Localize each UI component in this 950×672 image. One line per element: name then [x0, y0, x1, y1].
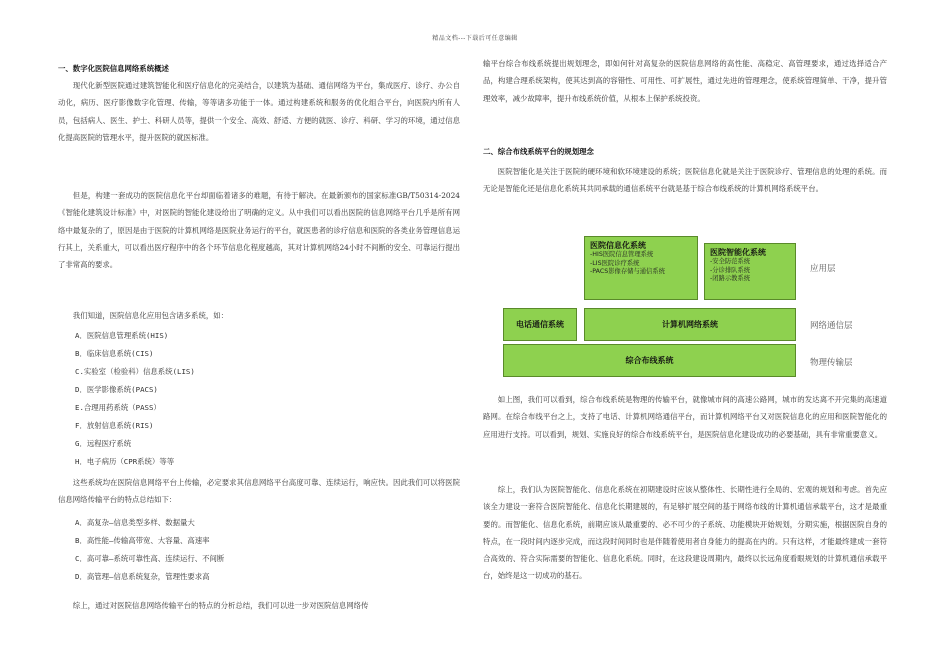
right-paragraph-1: 输平台综合布线系统提出规划理念，即如何针对高复杂的医院信息网络的高性能、高稳定、高管理要求，通过选择适合产品，构建合理系统架构，使其达到高的容错性、可用性、可扩展性，通过先进的管理理念，使系统管理简单、干净，提升管理效率，减少故障率，提升布线系统价值，从根本上保护系统投资。 [483, 59, 887, 103]
network-system-label: 计算机网络系统 [662, 320, 718, 329]
section-1-title: 一、数字化医院信息网络系统概述 [58, 64, 169, 73]
layer-label-network: 网络通信层 [810, 321, 853, 331]
system-item: B．临床信息系统(CIS) [75, 349, 154, 358]
layer-label-application: 应用层 [810, 264, 836, 274]
his-system-item: -LIS医院诊疗系统 [590, 259, 640, 267]
his-system-title: 医院信息化系统 [590, 241, 646, 250]
system-item: A．医院信息管理系统(HIS) [75, 331, 169, 340]
right-paragraph-3: 如上图，我们可以看到，综合布线系统是物理的传输平台，就像城市间的高速公路网，城市的发达离不开完集的高速道路网。在综合布线平台之上，支持了电话、计算机网络通信平台，而计算机网络平台又对医院信息化的应用和医院智能化的应用进行支持。可以看到，规划、实施良好的综合布线系统平台，是医院信息化建设成功的必要基础，具有非常重要意义。 [483, 395, 887, 439]
smart-system-item: -分诊排队系统 [710, 266, 751, 274]
smart-system-item: -闭路示教系统 [710, 275, 751, 283]
left-paragraph-5: 综上，通过对医院信息网络传输平台的特点的分析总结，我们可以进一步对医院信息网络传 [72, 601, 369, 610]
his-system-item: -PACS影像存储与通信系统 [590, 268, 665, 276]
his-system-item: -HIS医院信息管理系统 [590, 251, 654, 258]
system-item: F．放射信息系统(RIS) [75, 421, 154, 430]
architecture-diagram [500, 230, 880, 380]
phone-system-box [503, 308, 577, 341]
system-item: D．医学影像系统(PACS) [75, 385, 158, 394]
system-item: H．电子病历（CPR系统）等等 [75, 457, 175, 466]
system-item: E.合理用药系统（PASS） [75, 403, 161, 412]
feature-item: B．高性能—传输高带宽、大容量、高速率 [75, 536, 210, 545]
layer-label-physical: 物理传输层 [810, 358, 853, 368]
feature-item: C．高可靠—系统可靠性高、连续运行、不间断 [75, 554, 225, 563]
left-paragraph-1: 现代化新型医院通过建筑智能化和医疗信息化的完美结合，以建筑为基础、通信网络为平台，集成医疗、诊疗、办公自动化，病历、医疗影像数字化管理、传输，等等诸多功能于一体。通过构建系统和服务的优化组合平台，向医院内所有人员，包括病人、医生、护士、科研人员等，提供一个安全、高效、舒适、方便的就医、诊疗、科研、学习的环境，通过信息化提高医院的管理水平，提升医院的就医标准。 [58, 81, 460, 142]
smart-system-title: 医院智能化系统 [710, 248, 766, 257]
right-paragraph-2: 医院智能化是关注于医院的硬环境和软环境建设的系统；医院信息化就是关注于医院诊疗、管理信息的处理的系统。而无论是智能化还是信息化系统其共同承载的通信系统平台就是基于综合布线系统的计算机网络系统平台。 [483, 167, 887, 194]
cabling-system-box [503, 344, 796, 377]
left-paragraph-2: 但是，构建一套成功的医院信息化平台却面临着诸多的难题，有待于解决。在最新颁布的国家标准GB/T50314-2024《智能化建筑设计标准》中，对医院的智能化建设给出了明确的定义。从中我们可以看出医院的信息网络平台几乎是所有网络中最复杂的了，原因是由于医院的计算机网络是医院业务运行的平台，就医患者的诊疗信息和医院的各类业务管理信息运行其上，关系重大，可以看出医疗程序中的各个环节信息化程度越高，其对计算机网络24小时不间断的安全、可靠运行提出了非常高的要求。 [58, 191, 460, 270]
system-item: G．远程医疗系统 [75, 439, 132, 448]
system-item: C.实验室（检验科）信息系统(LIS) [75, 367, 195, 376]
smart-system-box [704, 243, 796, 300]
network-system-box [584, 308, 796, 341]
left-paragraph-4: 这些系统均在医院信息网络平台上传输，必定要求其信息网络平台高度可靠、连续运行，响应快。因此我们可以将医院信息网络传输平台的特点总结如下： [58, 478, 460, 505]
feature-item: A．高复杂—信息类型多样、数据量大 [75, 518, 195, 527]
feature-item: D．高管理—信息系统复杂，管理性要求高 [75, 572, 210, 581]
phone-system-label: 电话通信系统 [516, 320, 564, 329]
right-paragraph-4: 综上，我们认为医院智能化、信息化系统在初期建设时应该从整体性、长期性进行全局的、宏观的规划和考虑。首先应该全力建设一套符合医院智能化、信息化长期建展的，有足够扩展空间的基于网络布线的计算机通信承载平台，这才是最重要的。而智能化、信息化系统，前期应该从最重要的、必不可少的子系统、功能模块开始规划，分期实施，根据医院自身的特点，在一段时间内逐步完成，而这段时间同时也是伴随着使用者自身能力的提高在内的。只有这样，才能最终建成一套符合高效的、符合实际需要的智能化、信息化系统。同时，在这段建设周期内，最终以长远角度看眼规划的计算机通信承载平台，始终是这一切成功的基石。 [483, 485, 887, 581]
cabling-system-label: 综合布线系统 [625, 356, 674, 365]
section-2-title: 二、综合布线系统平台的规划理念 [483, 147, 594, 156]
his-system-box [584, 236, 698, 300]
page-header: 精品文档---下载后可任意编辑 [432, 35, 518, 42]
smart-system-item: -安全防范系统 [710, 258, 751, 265]
left-paragraph-3: 我们知道，医院信息化应用包含诸多系统，如： [72, 311, 229, 320]
